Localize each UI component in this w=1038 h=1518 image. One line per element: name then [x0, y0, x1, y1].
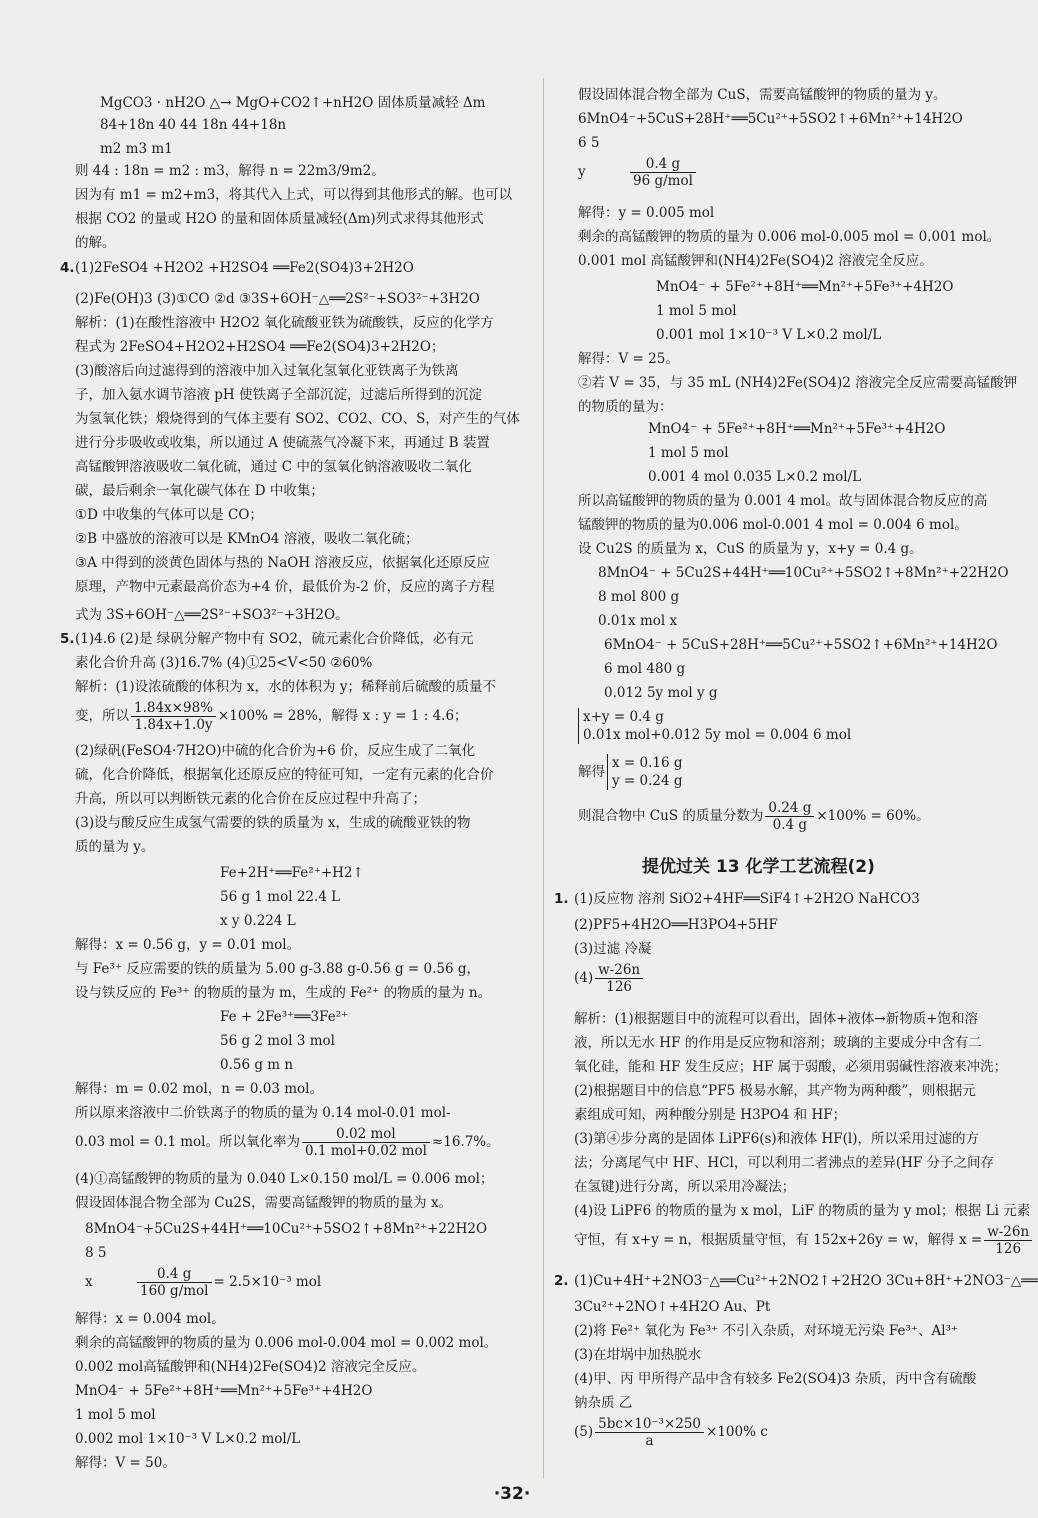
- text-line: (1)2FeSO4 +H2O2 +H2SO4 ══Fe2(SO4)3+2H2O: [75, 260, 414, 276]
- text-line: 1 mol 5 mol: [75, 1407, 156, 1423]
- text-line: 解析：(1)设浓硫酸的体积为 x，水的体积为 y；稀释前后硫酸的质量不: [75, 679, 496, 695]
- text-fragment: 0.03 mol = 0.1 mol。所以氧化率为: [75, 1134, 300, 1150]
- text-line: 6 5: [578, 135, 600, 151]
- text-line: 法；分离尾气中 HF、HCl，可以利用二者沸点的差异(HF 分子之间存: [574, 1155, 995, 1171]
- question-number: 4.: [60, 260, 75, 276]
- equation: 8MnO4⁻+5Cu2S+44H⁺══10Cu²⁺+5SO2↑+8Mn²⁺+22H2O: [85, 1221, 488, 1237]
- text-line: x = 0.16 g: [612, 755, 683, 771]
- text-line: 0.002 mol 1×10⁻³ V L×0.2 mol/L: [75, 1431, 301, 1447]
- text-line: (4)设 LiPF6 的物质的量为 x mol，LiF 的物质的量为 y mol；根据 Li 元素: [574, 1203, 1031, 1219]
- text-fragment: y: [578, 164, 586, 180]
- equation: 6MnO4⁻+5CuS+28H⁺══5Cu²⁺+5SO2↑+6Mn²⁺+14H2O: [578, 111, 963, 127]
- text-line: 解得：V = 25。: [578, 351, 679, 367]
- fraction: [302, 1126, 430, 1159]
- fraction: [630, 156, 696, 189]
- text-line: y = 0.24 g: [612, 773, 683, 789]
- denominator: 96 g/mol: [633, 173, 693, 189]
- text-line: 与 Fe³⁺ 反应需要的铁的质量为 5.00 g-3.88 g-0.56 g = 0.56 g，: [75, 961, 481, 977]
- text-line: (3)设与酸反应生成氢气需要的铁的质量为 x，生成的硫酸亚铁的物: [75, 815, 471, 831]
- text-line: 进行分步吸收或收集，所以通过 A 使硫蒸气冷凝下来，再通过 B 装置: [75, 435, 490, 451]
- text-line: 程式为 2FeSO4+H2O2+H2SO4 ══Fe2(SO4)3+2H2O；: [75, 339, 445, 355]
- text-line: 0.01x mol x: [598, 613, 678, 629]
- numerator: 0.4 g: [630, 156, 696, 173]
- text-line: (4)①高锰酸钾的物质的量为 0.040 L×0.150 mol/L = 0.006 mol；: [75, 1171, 494, 1187]
- numerator: w-26n: [595, 962, 643, 979]
- fraction-line: [85, 1266, 321, 1299]
- text-line: 设 Cu2S 的质量为 x，CuS 的质量为 y，x+y = 0.4 g。: [578, 541, 923, 557]
- text-line: 0.012 5y mol y g: [604, 685, 718, 701]
- question-number: 2.: [554, 1273, 569, 1289]
- text-line: 解得：x = 0.56 g，y = 0.01 mol。: [75, 937, 301, 953]
- fraction-line: [75, 700, 468, 733]
- text-line: 3Cu²⁺+2NO↑+4H2O Au、Pt: [574, 1299, 771, 1315]
- text-fragment: (4): [574, 970, 594, 986]
- text-line: 1 mol 5 mol: [648, 445, 729, 461]
- text-line: 为氢氧化铁；煅烧得到的气体主要有 SO2、CO2、CO、S，对产生的气体: [75, 411, 520, 427]
- fraction-line: [75, 1126, 500, 1159]
- text-fragment: = 2.5×10⁻³ mol: [213, 1274, 322, 1290]
- text-line: 0.01x mol+0.012 5y mol = 0.004 6 mol: [583, 727, 852, 743]
- text-line: 原理，产物中元素最高价态为+4 价，最低价为-2 价，反应的离子方程: [75, 579, 495, 595]
- text-line: (3)过滤 冷凝: [574, 941, 652, 957]
- equation: 8MnO4⁻ + 5Cu2S+44H⁺══10Cu²⁺+5SO2↑+8Mn²⁺+22H2O: [598, 565, 1009, 581]
- fraction: [595, 962, 643, 995]
- text-line: 解得：y = 0.005 mol: [578, 205, 715, 221]
- text-fragment: ×100% c: [706, 1424, 768, 1440]
- text-line: (2)根据题目中的信息“PF5 极易水解，其产物为两种酸”，则根据元: [574, 1083, 976, 1099]
- text-line: 在氢键)进行分离，所以采用冷凝法；: [574, 1179, 796, 1195]
- text-line: MgCO3 · nH2O △→ MgO+CO2↑+nH2O 固体质量减轻 Δm: [100, 95, 486, 111]
- section-title: 提优过关 13 化学工艺流程(2): [642, 857, 875, 877]
- text-line: ③A 中得到的淡黄色固体与热的 NaOH 溶液反应，依据氧化还原反应: [75, 555, 490, 571]
- equation-system: [607, 754, 683, 790]
- text-line: 解得：V = 50。: [75, 1455, 176, 1471]
- text-line: 剩余的高锰酸钾的物质的量为 0.006 mol-0.004 mol = 0.002 mol。: [75, 1335, 498, 1351]
- numerator: 5bc×10⁻³×250: [595, 1416, 704, 1433]
- text-line: 56 g 2 mol 3 mol: [220, 1033, 335, 1049]
- equation-system: [578, 708, 851, 744]
- text-line: 素化合价升高 (3)16.7% (4)①25<V<50 ②60%: [75, 655, 373, 671]
- text-fragment: 变，所以: [75, 708, 129, 724]
- text-fragment: 则混合物中 CuS 的质量分数为: [578, 808, 764, 824]
- page-number: ·32·: [493, 1484, 531, 1504]
- text-line: (2)PF5+4H2O══H3PO4+5HF: [574, 917, 778, 933]
- text-line: 0.001 mol 1×10⁻³ V L×0.2 mol/L: [656, 327, 882, 343]
- denominator: 0.1 mol+0.02 mol: [305, 1143, 427, 1159]
- text-fragment: x: [85, 1274, 93, 1290]
- text-line: (1)4.6 (2)是 绿矾分解产物中有 SO2，硫元素化合价降低，必有元: [75, 631, 474, 647]
- numerator: 0.02 mol: [302, 1126, 430, 1143]
- denominator: 160 g/mol: [140, 1283, 209, 1299]
- fraction-line: [578, 800, 930, 833]
- text-line: 8 mol 800 g: [598, 589, 680, 605]
- question-number: 5.: [60, 631, 75, 647]
- column-divider: [543, 78, 544, 1478]
- fraction-line: [574, 1416, 768, 1449]
- text-line: ②若 V = 35，与 35 mL (NH4)2Fe(SO4)2 溶液完全反应需要高锰酸钾: [578, 375, 1018, 391]
- text-line: 升高，所以可以判断铁元素的化合价在反应过程中升高了；: [75, 791, 426, 807]
- text-line: 所以高锰酸钾的物质的量为 0.001 4 mol。故与固体混合物反应的高: [578, 493, 988, 509]
- text-line: (4)甲、丙 甲所得产品中含有较多 Fe2(SO4)3 杂质，丙中含有硫酸: [574, 1371, 977, 1387]
- text-fragment: 守恒，有 x+y = n，根据质量守恒，有 152x+26y = w，解得 x =: [574, 1232, 983, 1248]
- numerator: 0.4 g: [137, 1266, 212, 1283]
- fraction: [595, 1416, 704, 1449]
- text-line: (3)酸溶后向过滤得到的溶液中加入过氧化氢氧化亚铁离子为铁离: [75, 363, 459, 379]
- text-line: 质的量为 y。: [75, 839, 155, 855]
- text-line: 设与铁反应的 Fe³⁺ 的物质的量为 m，生成的 Fe²⁺ 的物质的量为 n。: [75, 985, 492, 1001]
- equation: Fe + 2Fe³⁺══3Fe²⁺: [220, 1009, 349, 1025]
- equation: MnO4⁻ + 5Fe²⁺+8H⁺══Mn²⁺+5Fe³⁺+4H2O: [656, 279, 954, 295]
- equation: MnO4⁻ + 5Fe²⁺+8H⁺══Mn²⁺+5Fe³⁺+4H2O: [75, 1383, 373, 1399]
- text-line: (1)反应物 溶剂 SiO2+4HF══SiF4↑+2H2O NaHCO3: [574, 891, 920, 907]
- text-line: 解得：m = 0.02 mol，n = 0.03 mol。: [75, 1081, 323, 1097]
- text-line: 碳，最后剩余一氧化碳气体在 D 中收集；: [75, 483, 324, 499]
- text-line: 子，加入氨水调节溶液 pH 使铁离子全部沉淀，过滤后所得到的沉淀: [75, 387, 482, 403]
- text-fragment: ×100% = 28%，解得 x : y = 1 : 4.6；: [218, 708, 468, 724]
- text-line: (2)Fe(OH)3 (3)①CO ②d ③3S+6OH⁻△══2S²⁻+SO3²⁻+3H2O: [75, 291, 480, 307]
- numerator: 1.84x×98%: [131, 700, 216, 717]
- text-line: 所以原来溶液中二价铁离子的物质的量为 0.14 mol-0.01 mol-: [75, 1105, 451, 1121]
- text-line: 钠杂质 乙: [574, 1395, 633, 1411]
- text-line: 液，所以无水 HF 的作用是反应物和溶剂；玻璃的主要成分中含有二: [574, 1035, 982, 1051]
- text-line: ②B 中盛放的溶液可以是 KMnO4 溶液，吸收二氧化硫；: [75, 531, 419, 547]
- text-line: 0.56 g m n: [220, 1057, 294, 1073]
- fraction-line: [574, 962, 645, 995]
- text-line: 0.001 4 mol 0.035 L×0.2 mol/L: [648, 469, 862, 485]
- text-fragment: 解得: [578, 764, 605, 780]
- text-line: 根据 CO2 的量或 H2O 的量和固体质量减轻(Δm)列式求得其他形式: [75, 211, 484, 227]
- text-line: 84+18n 40 44 18n 44+18n: [100, 117, 287, 133]
- fraction: [765, 800, 814, 833]
- denominator: a: [645, 1433, 654, 1449]
- text-line: 6 mol 480 g: [604, 661, 686, 677]
- text-line: (1)Cu+4H⁺+2NO3⁻△══Cu²⁺+2NO2↑+2H2O 3Cu+8H⁺+2NO3⁻△══: [574, 1273, 1038, 1289]
- solution-block: [578, 754, 683, 790]
- fraction: [984, 1224, 1032, 1257]
- text-line: 假设固体混合物全部为 Cu2S，需要高锰酸钾的物质的量为 x。: [75, 1195, 453, 1211]
- text-line: (3)第④步分离的是固体 LiPF6(s)和液体 HF(l)，所以采用过滤的方: [574, 1131, 979, 1147]
- numerator: 0.24 g: [765, 800, 814, 817]
- text-line: 素组成可知，两种酸分别是 H3PO4 和 HF；: [574, 1107, 847, 1123]
- text-fragment: (5): [574, 1424, 594, 1440]
- text-line: 锰酸钾的物质的量为0.006 mol-0.001 4 mol = 0.004 6 mol。: [578, 517, 968, 533]
- numerator: w-26n: [984, 1224, 1032, 1241]
- text-line: 56 g 1 mol 22.4 L: [220, 889, 341, 905]
- fraction: [137, 1266, 212, 1299]
- fraction-line: [574, 1224, 1034, 1257]
- text-line: 剩余的高锰酸钾的物质的量为 0.006 mol-0.005 mol = 0.001 mol。: [578, 229, 1001, 245]
- text-line: 硫，化合价降低，根据氧化还原反应的特征可知，一定有元素的化合价: [75, 767, 494, 783]
- text-line: 解得：x = 0.004 mol。: [75, 1311, 225, 1327]
- equation: 6MnO4⁻ + 5CuS+28H⁺══5Cu²⁺+5SO2↑+6Mn²⁺+14H2O: [604, 637, 998, 653]
- text-line: 式为 3S+6OH⁻△══2S²⁻+SO3²⁻+3H2O。: [75, 607, 349, 623]
- text-line: m2 m3 m1: [100, 141, 173, 157]
- denominator: 126: [606, 979, 633, 995]
- text-line: 的解。: [75, 235, 116, 251]
- equation: MnO4⁻ + 5Fe²⁺+8H⁺══Mn²⁺+5Fe³⁺+4H2O: [648, 421, 946, 437]
- text-line: 高锰酸钾溶液吸收二氧化硫，通过 C 中的氢氧化钠溶液吸收二氧化: [75, 459, 472, 475]
- text-fragment: ×100% = 60%。: [816, 808, 930, 824]
- text-fragment: ≈16.7%。: [431, 1134, 500, 1150]
- text-line: x y 0.224 L: [220, 913, 296, 929]
- text-line: (2)绿矾(FeSO4·7H2O)中硫的化合价为+6 价，反应生成了二氧化: [75, 743, 476, 759]
- equation: Fe+2H⁺══Fe²⁺+H2↑: [220, 865, 364, 881]
- text-line: 因为有 m1 = m2+m3，将其代入上式，可以得到其他形式的解。也可以: [75, 187, 513, 203]
- text-line: 则 44 : 18n = m2 : m3，解得 n = 22m3/9m2。: [75, 163, 385, 179]
- question-number: 1.: [554, 891, 569, 907]
- fraction: [131, 700, 216, 733]
- text-line: 1 mol 5 mol: [656, 303, 737, 319]
- denominator: 1.84x+1.0y: [134, 717, 213, 733]
- text-line: 的物质的量为：: [578, 399, 673, 415]
- text-line: 0.001 mol 高锰酸钾和(NH4)2Fe(SO4)2 溶液完全反应。: [578, 253, 933, 269]
- text-line: 0.002 mol高锰酸钾和(NH4)2Fe(SO4)2 溶液完全反应。: [75, 1359, 426, 1375]
- denominator: 0.4 g: [772, 817, 808, 833]
- text-line: (2)将 Fe²⁺ 氧化为 Fe³⁺ 不引入杂质，对环境无污染 Fe³⁺、Al³⁺: [574, 1323, 959, 1339]
- text-line: x+y = 0.4 g: [583, 709, 664, 725]
- text-line: 8 5: [85, 1245, 107, 1261]
- text-line: (3)在坩埚中加热脱水: [574, 1347, 702, 1363]
- fraction-line: [578, 156, 698, 189]
- text-line: 假设固体混合物全部为 CuS，需要高锰酸钾的物质的量为 y。: [578, 87, 947, 103]
- text-line: 解析：(1)根据题目中的流程可以看出，固体+液体→新物质+饱和溶: [574, 1011, 979, 1027]
- text-line: ①D 中收集的气体可以是 CO；: [75, 507, 263, 523]
- text-line: 解析：(1)在酸性溶液中 H2O2 氧化硫酸亚铁为硫酸铁，反应的化学方: [75, 315, 494, 331]
- denominator: 126: [995, 1241, 1022, 1257]
- text-line: 氧化硅，能和 HF 发生反应；HF 属于弱酸，必须用弱碱性溶液来冲洗；: [574, 1059, 1008, 1075]
